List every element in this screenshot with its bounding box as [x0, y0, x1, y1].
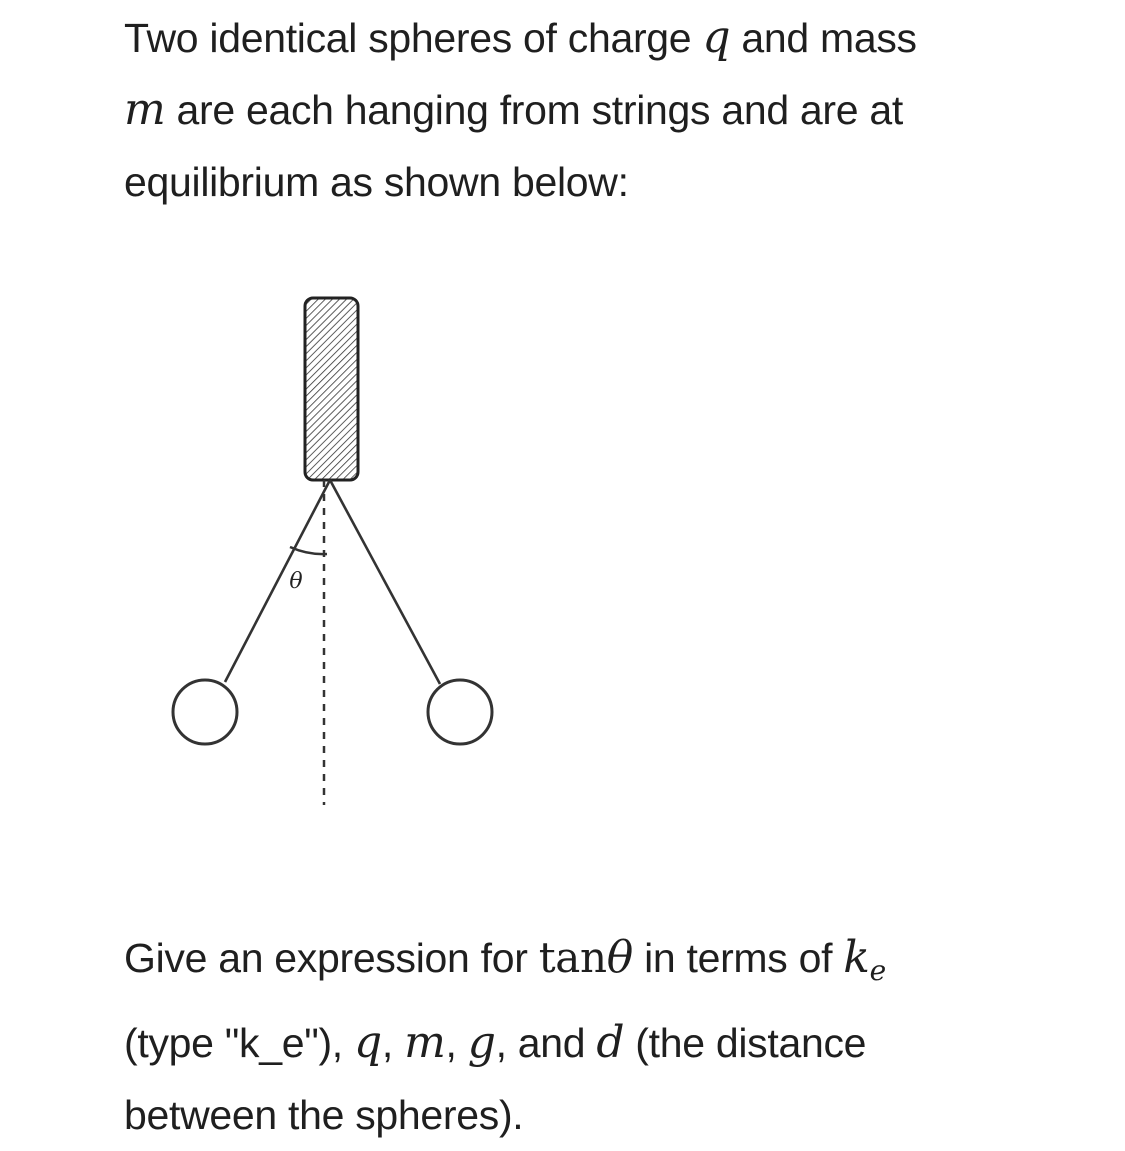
question-text-6: between the spheres). [124, 1092, 524, 1138]
angle-label: θ [289, 569, 303, 594]
intro-text-1: Two identical spheres of charge [124, 15, 703, 61]
question-text-5: (the distance [624, 1020, 867, 1066]
left-string [225, 480, 330, 682]
var-theta: θ [606, 932, 633, 983]
intro-text-3: are each hanging from strings and are at [165, 87, 903, 133]
left-sphere [173, 680, 237, 744]
comma-2: , [445, 1020, 468, 1066]
tan-function: tan [538, 933, 607, 982]
right-string [330, 480, 440, 684]
question-statement [124, 922, 1024, 1151]
var-k-subscript: e [869, 954, 886, 987]
var-d: d [596, 1017, 625, 1068]
question-text-2: in terms of [632, 935, 844, 981]
var-q-2: q [354, 1017, 382, 1068]
hanging-spheres-diagram [150, 290, 510, 820]
question-text-1: Give an expression for [124, 935, 539, 981]
right-sphere [428, 680, 492, 744]
var-k: k [843, 932, 870, 983]
intro-text-4: equilibrium as shown below: [124, 159, 629, 205]
question-text-4: , and [495, 1020, 597, 1066]
problem-statement [124, 2, 1024, 218]
comma-1: , [381, 1020, 405, 1066]
support-block [305, 298, 358, 480]
var-g: g [467, 1017, 496, 1068]
var-m: m [124, 84, 166, 135]
question-text-3: (type "k_e"), [124, 1020, 354, 1066]
intro-text-2: and mass [730, 15, 917, 61]
angle-arc [290, 547, 327, 554]
var-m-2: m [404, 1017, 446, 1068]
var-q: q [702, 12, 731, 63]
